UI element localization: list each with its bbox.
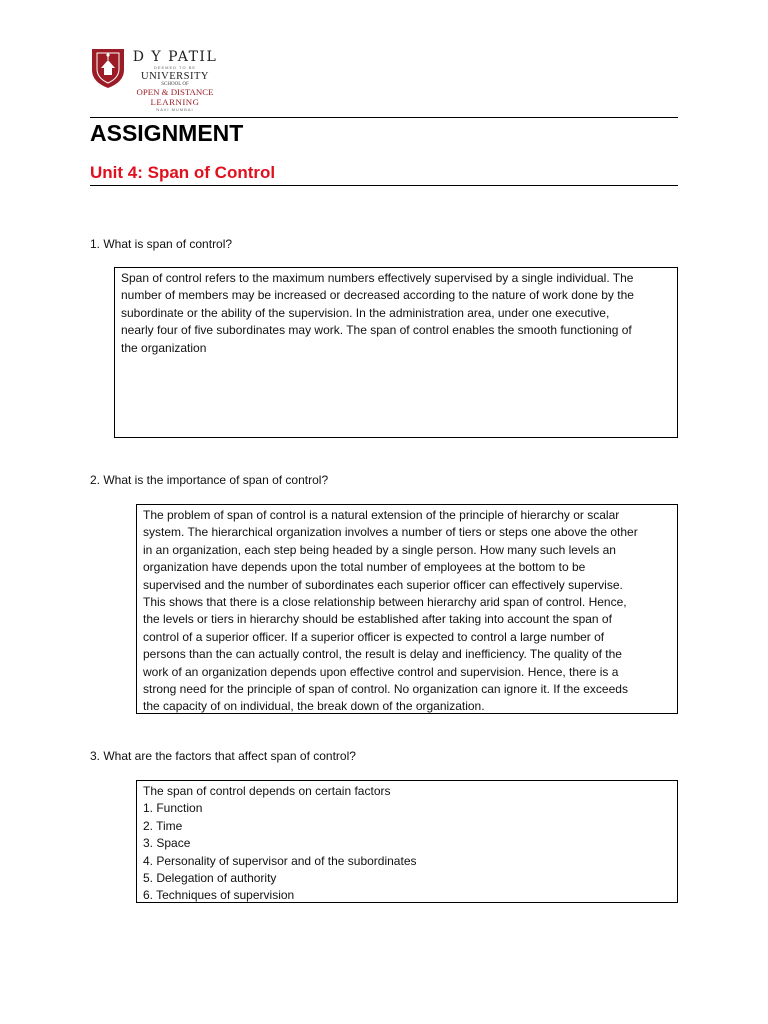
- logo-city: NAVI MUMBAI: [156, 107, 194, 112]
- answer-line: 1. Function: [143, 801, 203, 816]
- answer-line: supervised and the number of subordinates each superior officer can effectively supervise.: [143, 577, 623, 592]
- answer-line: 3. Space: [143, 836, 191, 851]
- answer-line: 2. Time: [143, 818, 183, 833]
- answer-line: the capacity of on individual, the break down of the organization.: [143, 699, 485, 714]
- university-logo: [90, 46, 220, 114]
- answer-line: The span of control depends on certain factors: [143, 784, 391, 798]
- logo-learning: LEARNING: [150, 96, 200, 107]
- logo-name: D Y PATIL: [132, 49, 218, 65]
- answer-line: organization have depends upon the total number of employees at the bottom to be: [143, 560, 586, 575]
- answer-line: the levels or tiers in hierarchy should be established after taking into account the span of: [143, 612, 612, 627]
- answer-line: subordinate or the ability of the supervision. In the administration area, under one executive,: [121, 305, 610, 320]
- logo-estd: DEEMED TO BE: [153, 65, 197, 70]
- answer-line: This shows that there is a close relationship between hierarchy arid span of control. Hence,: [143, 595, 627, 610]
- question-3: 3. What are the factors that affect span of control?: [90, 749, 356, 763]
- answer-line: 4. Personality of supervisor and of the subordinates: [143, 853, 417, 868]
- unit-subtitle: Unit 4: Span of Control: [90, 163, 276, 182]
- logo-school: SCHOOL OF: [161, 82, 189, 87]
- answer-line: number of members may be increased or decreased according to the nature of work done by the: [121, 288, 634, 303]
- answer-line: 6. Techniques of supervision: [143, 888, 295, 903]
- question-1: 1. What is span of control?: [90, 237, 233, 251]
- answer-box-2: [136, 504, 678, 714]
- answer-box-1: [114, 267, 678, 438]
- answer-box-3: [136, 780, 678, 903]
- answer-line: persons than the can actually control, the result is delay and inefficiency. The quality of the: [143, 647, 622, 662]
- university-crest-icon: [90, 46, 126, 90]
- answer-line: 5. Delegation of authority: [143, 871, 277, 886]
- answer-line: control of a superior officer. If a superior officer is expected to control a large number of: [143, 629, 605, 644]
- answer-line: strong need for the principle of span of control. No organization can ignore it. If the exceeds: [143, 682, 628, 697]
- logo-open-distance: OPEN & DISTANCE: [136, 87, 214, 97]
- answer-line: in an organization, each step being headed by a single person. How many such levels an: [143, 542, 616, 557]
- page-title: ASSIGNMENT: [90, 120, 244, 146]
- logo-university: UNIVERSITY: [141, 71, 209, 82]
- answer-line: system. The hierarchical organization involves a number of tiers or steps one above the other: [143, 525, 638, 540]
- answer-line: Span of control refers to the maximum numbers effectively supervised by a single individual. The: [121, 271, 634, 285]
- header-divider-bottom: [90, 185, 678, 186]
- answer-line: the organization: [121, 340, 207, 355]
- header-divider-top: [90, 117, 678, 118]
- answer-line: work of an organization depends upon effective control and supervision. Hence, there is a: [143, 664, 619, 679]
- question-2: 2. What is the importance of span of control?: [90, 473, 329, 487]
- answer-line: The problem of span of control is a natural extension of the principle of hierarchy or scalar: [143, 508, 620, 522]
- answer-line: nearly four of five subordinates may work. The span of control enables the smooth functioning of: [121, 323, 632, 338]
